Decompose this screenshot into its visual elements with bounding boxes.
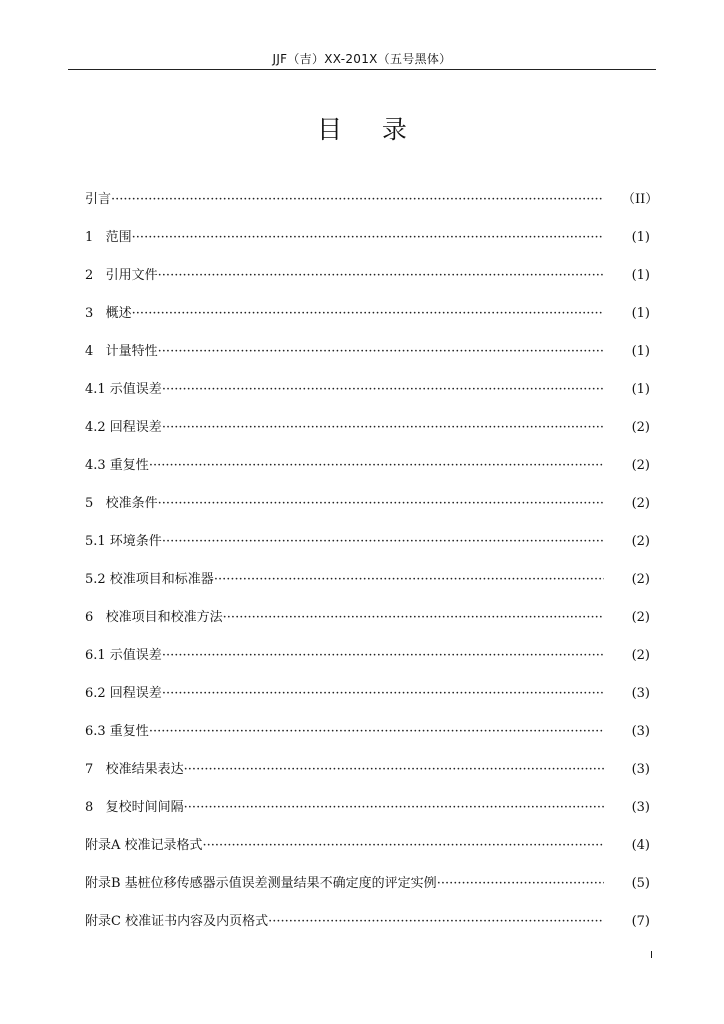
toc-entry-5[interactable] bbox=[85, 485, 650, 523]
toc-entry-label: 6.2 回程误差 bbox=[85, 686, 162, 701]
page-number: I bbox=[650, 950, 653, 961]
toc-entry-label: 4.1 示值误差 bbox=[85, 382, 162, 397]
toc-entry-page: (1) bbox=[631, 230, 650, 245]
toc-entry-label: 引言 bbox=[85, 192, 112, 207]
toc-entry-appendix-b[interactable] bbox=[85, 865, 650, 903]
table-of-contents bbox=[85, 181, 659, 941]
toc-entry-label: 附录B 基桩位移传感器示值误差测量结果不确定度的评定实例 bbox=[85, 876, 437, 891]
dot-leader bbox=[162, 646, 604, 666]
toc-entry-page: (2) bbox=[631, 648, 650, 663]
toc-entry-page: (3) bbox=[631, 800, 650, 815]
dot-leader bbox=[158, 342, 604, 362]
toc-entry-6-3[interactable] bbox=[85, 713, 650, 751]
dot-leader bbox=[162, 418, 604, 438]
dot-leader bbox=[111, 190, 604, 210]
toc-entry-label: 1 范围 bbox=[85, 230, 132, 245]
document-header: JJF（吉）XX-201X（五号黑体） bbox=[272, 52, 452, 66]
page-title: 目 录 bbox=[317, 115, 407, 144]
toc-entry-8[interactable] bbox=[85, 789, 650, 827]
toc-entry-page: (2) bbox=[631, 420, 650, 435]
dot-leader bbox=[437, 874, 604, 894]
dot-leader bbox=[158, 266, 604, 286]
toc-entry-page: (5) bbox=[631, 876, 650, 891]
toc-entry-page: (1) bbox=[631, 382, 650, 397]
toc-entry-4[interactable] bbox=[85, 333, 650, 371]
dot-leader bbox=[162, 532, 604, 552]
toc-entry-label: 4.3 重复性 bbox=[85, 458, 149, 473]
dot-leader bbox=[158, 494, 604, 514]
header-divider bbox=[68, 69, 656, 70]
toc-entry-page: (7) bbox=[631, 914, 650, 929]
toc-entry-3[interactable] bbox=[85, 295, 650, 333]
dot-leader bbox=[162, 380, 604, 400]
toc-entry-page: (3) bbox=[631, 724, 650, 739]
toc-entry-label: 6.3 重复性 bbox=[85, 724, 149, 739]
dot-leader bbox=[214, 570, 604, 590]
toc-entry-label: 6.1 示值误差 bbox=[85, 648, 162, 663]
toc-entry-6-2[interactable] bbox=[85, 675, 650, 713]
toc-entry-7[interactable] bbox=[85, 751, 650, 789]
dot-leader bbox=[223, 608, 604, 628]
dot-leader bbox=[268, 912, 604, 932]
toc-entry-5-2[interactable] bbox=[85, 561, 650, 599]
toc-entry-appendix-a[interactable] bbox=[85, 827, 650, 865]
toc-entry-page: (2) bbox=[631, 610, 650, 625]
toc-entry-page: (2) bbox=[631, 496, 650, 511]
toc-entry-page: (2) bbox=[631, 572, 650, 587]
toc-entry-appendix-c[interactable] bbox=[85, 903, 650, 941]
toc-entry-1[interactable] bbox=[85, 219, 650, 257]
toc-entry-label: 5.2 校准项目和标准器 bbox=[85, 572, 214, 587]
dot-leader bbox=[203, 836, 604, 856]
toc-entry-6-1[interactable] bbox=[85, 637, 650, 675]
dot-leader bbox=[184, 760, 604, 780]
toc-entry-page: (3) bbox=[631, 762, 650, 777]
toc-entry-label: 8 复校时间间隔 bbox=[85, 800, 184, 815]
toc-entry-introduction[interactable] bbox=[85, 181, 659, 219]
toc-entry-page: (2) bbox=[631, 534, 650, 549]
toc-entry-4-1[interactable] bbox=[85, 371, 650, 409]
toc-entry-page: (1) bbox=[631, 268, 650, 283]
toc-entry-label: 2 引用文件 bbox=[85, 268, 158, 283]
dot-leader bbox=[132, 304, 604, 324]
dot-leader bbox=[132, 228, 604, 248]
toc-entry-page: (3) bbox=[631, 686, 650, 701]
toc-entry-label: 6 校准项目和校准方法 bbox=[85, 610, 223, 625]
dot-leader bbox=[149, 722, 604, 742]
toc-entry-page: (4) bbox=[631, 838, 650, 853]
toc-entry-label: 4 计量特性 bbox=[85, 344, 158, 359]
toc-entry-page: (1) bbox=[631, 306, 650, 321]
toc-entry-label: 3 概述 bbox=[85, 306, 132, 321]
toc-entry-label: 5 校准条件 bbox=[85, 496, 158, 511]
dot-leader bbox=[149, 456, 604, 476]
dot-leader bbox=[162, 684, 604, 704]
dot-leader bbox=[184, 798, 604, 818]
toc-entry-6[interactable] bbox=[85, 599, 650, 637]
toc-entry-5-1[interactable] bbox=[85, 523, 650, 561]
toc-entry-page: (2) bbox=[631, 458, 650, 473]
toc-entry-label: 附录A 校准记录格式 bbox=[85, 838, 203, 853]
toc-entry-label: 5.1 环境条件 bbox=[85, 534, 162, 549]
toc-entry-label: 附录C 校准证书内容及内页格式 bbox=[85, 914, 269, 929]
toc-entry-label: 7 校准结果表达 bbox=[85, 762, 184, 777]
toc-entry-page: (1) bbox=[631, 344, 650, 359]
toc-entry-4-3[interactable] bbox=[85, 447, 650, 485]
toc-entry-label: 4.2 回程误差 bbox=[85, 420, 162, 435]
toc-entry-2[interactable] bbox=[85, 257, 650, 295]
toc-entry-page: （II） bbox=[622, 192, 659, 207]
toc-entry-4-2[interactable] bbox=[85, 409, 650, 447]
